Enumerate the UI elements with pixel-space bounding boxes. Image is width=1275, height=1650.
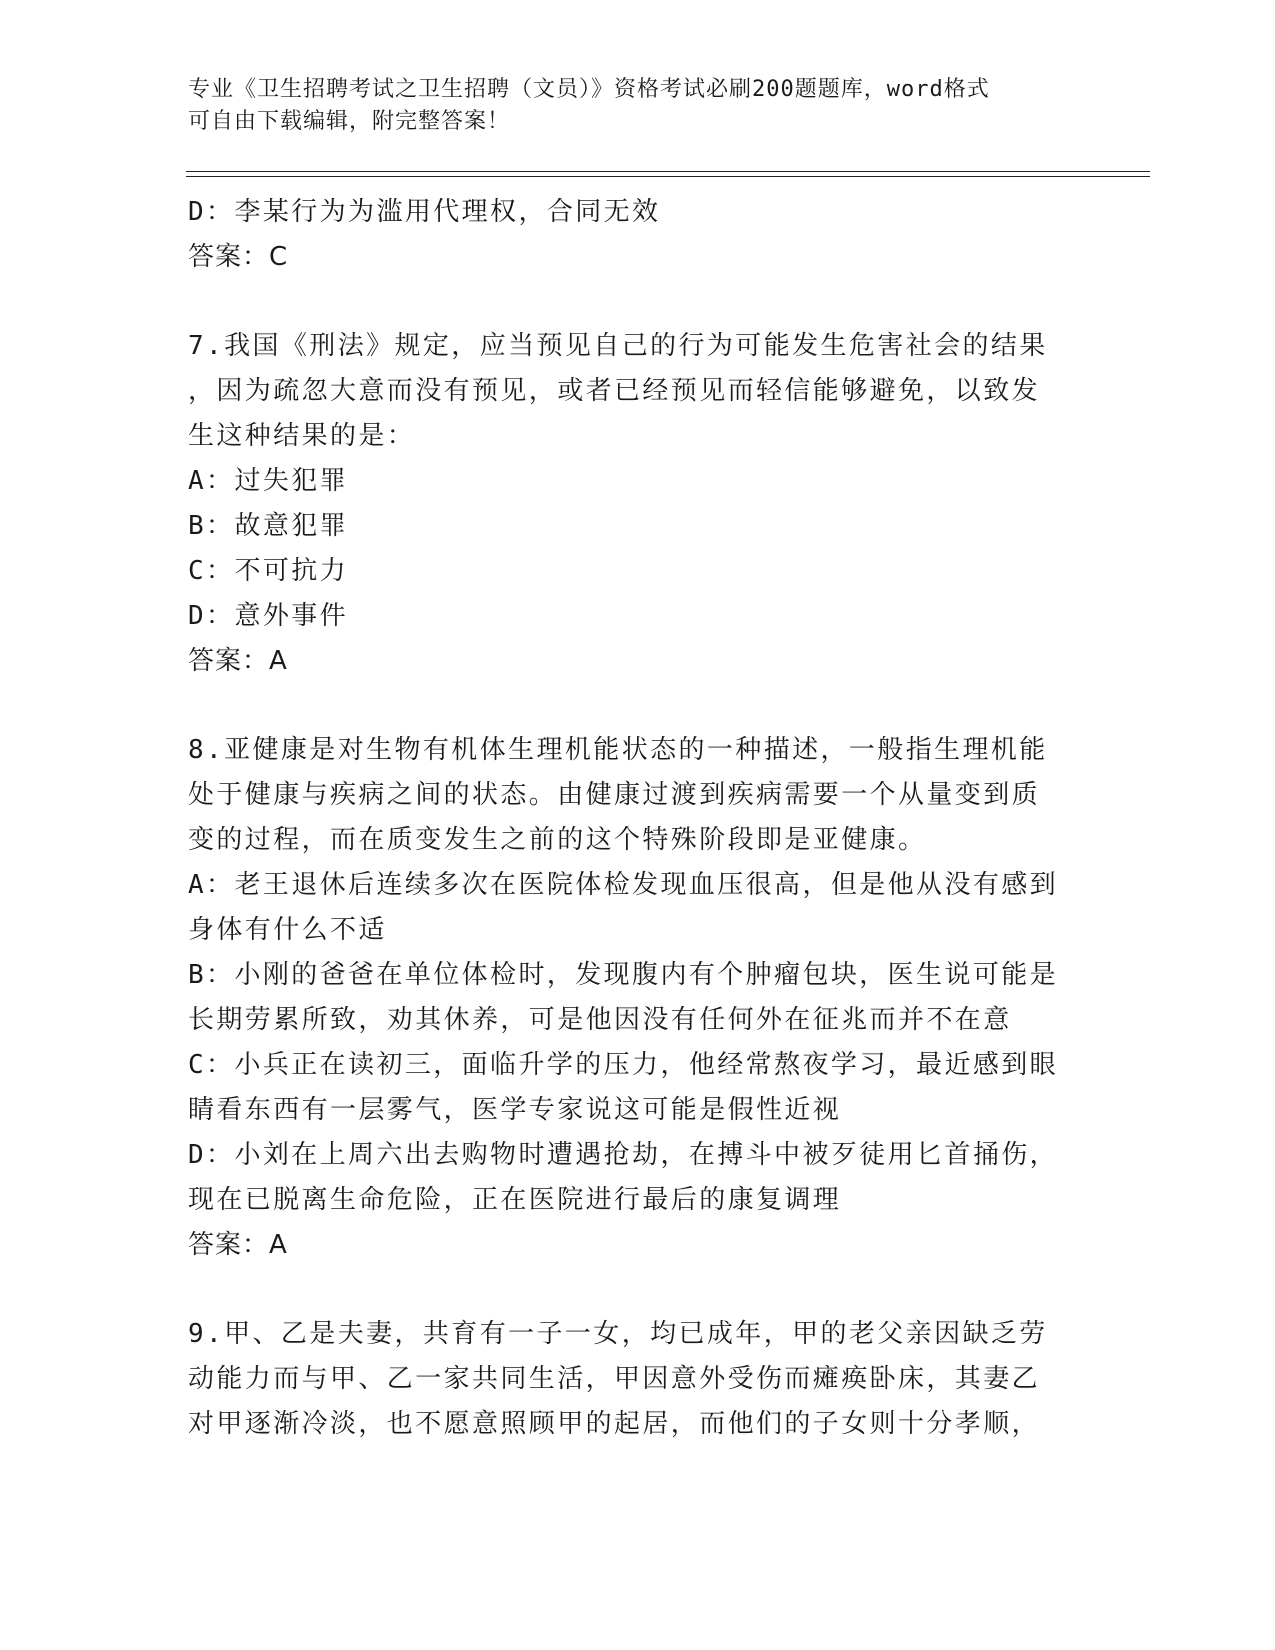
spacer — [188, 1268, 1088, 1312]
question-stem-line: 9.甲、乙是夫妻，共育有一子一女，均已成年，甲的老父亲因缺乏劳 — [188, 1319, 1048, 1349]
option-b-line-2: 长期劳累所致，劝其休养，可是他因没有任何外在征兆而并不在意 — [188, 1005, 1012, 1035]
header-title-line-1: 专业《卫生招聘考试之卫生招聘（文员）》资格考试必刷200题题库，word格式 — [188, 77, 990, 102]
answer-line: 答案：C — [188, 242, 289, 272]
answer-line: 答案：A — [188, 1230, 288, 1260]
option-c-line-1: C：小兵正在读初三，面临升学的压力，他经常熬夜学习，最近感到眼 — [188, 1050, 1059, 1080]
question-stem-line: 对甲逐渐冷淡，也不愿意照顾甲的起居，而他们的子女则十分孝顺， — [188, 1409, 1041, 1439]
option-d-line-2: 现在已脱离生命危险，正在医院进行最后的康复调理 — [188, 1185, 842, 1215]
spacer — [188, 280, 1088, 324]
header-title-line-2: 可自由下载编辑，附完整答案！ — [188, 109, 511, 134]
option-b: B：故意犯罪 — [188, 511, 349, 541]
question-stem-line: ，因为疏忽大意而没有预见，或者已经预见而轻信能够避免，以致发 — [188, 376, 1041, 406]
option-d: D：意外事件 — [188, 601, 349, 631]
question-stem-line: 生这种结果的是： — [188, 421, 416, 451]
question-stem-line: 8.亚健康是对生物有机体生理机能状态的一种描述，一般指生理机能 — [188, 735, 1048, 765]
question-stem-line: 7.我国《刑法》规定，应当预见自己的行为可能发生危害社会的结果 — [188, 331, 1048, 361]
question-stem-line: 处于健康与疾病之间的状态。由健康过渡到疾病需要一个从量变到质 — [188, 780, 1041, 810]
question-8 — [188, 728, 1088, 1268]
question-7 — [188, 324, 1088, 684]
question-6-tail — [188, 190, 1088, 280]
question-stem-line: 动能力而与甲、乙一家共同生活，甲因意外受伤而瘫痪卧床，其妻乙 — [188, 1364, 1041, 1394]
option-d-line-1: D：小刘在上周六出去购物时遭遇抢劫，在搏斗中被歹徒用匕首捅伤， — [188, 1140, 1059, 1170]
header-divider-top — [186, 171, 1150, 172]
question-9 — [188, 1312, 1088, 1447]
option-d: D：李某行为为滥用代理权，合同无效 — [188, 197, 661, 227]
question-stem-line: 变的过程，而在质变发生之前的这个特殊阶段即是亚健康。 — [188, 825, 927, 855]
option-a: A：过失犯罪 — [188, 466, 349, 496]
answer-line: 答案：A — [188, 646, 288, 676]
spacer — [188, 684, 1088, 728]
option-c: C：不可抗力 — [188, 556, 349, 586]
option-a-line-1: A：老王退休后连续多次在医院体检发现血压很高，但是他从没有感到 — [188, 870, 1059, 900]
document-header — [188, 74, 1068, 138]
header-divider-bottom — [186, 176, 1150, 177]
option-b-line-1: B：小刚的爸爸在单位体检时，发现腹内有个肿瘤包块，医生说可能是 — [188, 960, 1059, 990]
option-a-line-2: 身体有什么不适 — [188, 915, 387, 945]
document-body — [188, 190, 1088, 1447]
option-c-line-2: 睛看东西有一层雾气，医学专家说这可能是假性近视 — [188, 1095, 842, 1125]
